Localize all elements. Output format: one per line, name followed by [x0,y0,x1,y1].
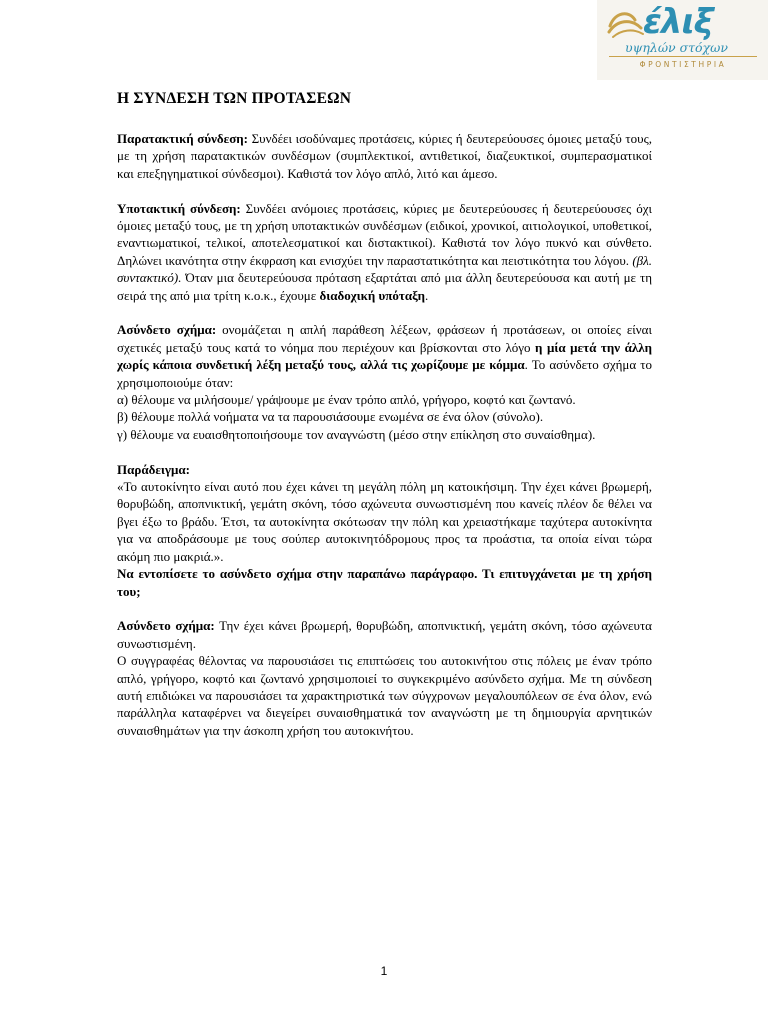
page-title: Η ΣΥΝΔΕΣΗ ΤΩΝ ΠΡΟΤΑΣΕΩΝ [117,90,352,107]
asyndeto-term: Ασύνδετο σχήμα: [117,322,217,338]
ypotaktiki-text: Συνδέει ανόμοιες προτάσεις, κύριες με δευτερεύουσες ή δευτερεύουσες όχι όμοιες μεταξύ τους, με τη χρήση υποτακτικών συνδέσμων (ειδικοί, χρονικοί, αιτιολογικοί, υποθετικοί, εναντιωματικοί, τελικοί, αποτελεσματικοί και διστακτικοί). Καθιστά τον λόγο πυκνό και σύνθετο. Δηλώνει ικανότητα στην έκφραση και ενισχύει την παραστατικότητα και πειστικότητα του λόγου. [117,200,653,268]
ypotaktiki-end: . [425,287,429,303]
example-question: Να εντοπίσετε το ασύνδετο σχήμα στην παραπάνω παράγραφο. Τι επιτυγχάνεται με τη χρήση του; [117,566,652,599]
logo-wave-icon [607,6,647,40]
page-number: 1 [380,964,388,978]
asyndeto-paragraph [117,321,652,391]
asyndeto-list-item: α) θέλουμε να μιλήσουμε/ γράψουμε με έναν τρόπο απλό, γρήγορο, κοφτό και ζωντανό. [117,392,576,408]
ypotaktiki-text-continued: Όταν μια δευτερεύουσα πρόταση εξαρτάται από μια άλλη δευτερεύουσα και αυτή με τη σειρά της από μια τρίτη κ.ο.κ., έχουμε [117,270,652,303]
ypotaktiki-bold-term: διαδοχική υπόταξη [319,287,426,303]
answer-text: Την έχει κάνει βρωμερή, θορυβώδη, αποπνικτική, γεμάτη σκόνη, τόσο αχώνευτα συνωστισμένη. [117,618,652,651]
asyndeto-text-continued: . Το ασύνδετο σχήμα το χρησιμοποιούμε όταν: [117,357,652,390]
logo-slogan: υψηλών στόχων [625,40,728,55]
logo-name: έλιξ [643,2,713,42]
ypotaktiki-term: Υποτακτική σύνδεση: [117,200,241,216]
answer-paragraph [117,617,652,652]
ypotaktiki-reference: (βλ. συντακτικό). [117,252,652,286]
logo-divider [609,56,757,57]
parataktiki-paragraph [117,130,652,182]
asyndeto-list-item: γ) θέλουμε να ευαισθητοποιήσουμε τον αναγνώστη (μέσο στην επίκληση στο συναίσθημα). [117,426,596,442]
answer-term: Ασύνδετο σχήμα: [117,618,215,634]
logo-subtitle: ΦΡΟΝΤΙΣΤΗΡΙΑ [639,60,727,69]
asyndeto-bold-definition: η μία μετά την άλλη χωρίς κάποια συνδετική λέξη μεταξύ τους, αλλά τις χωρίζουμε με κόμμα [117,339,652,373]
asyndeto-text: ονομάζεται η απλή παράθεση λέξεων, φράσεων ή προτάσεων, οι οποίες είναι σχετικές μεταξύ τους κατά το νόημα που περιέχουν και βρίσκονται στο λόγο [117,322,652,355]
logo [597,0,768,80]
parataktiki-term: Παρατακτική σύνδεση: [117,131,248,146]
answer-explanation: Ο συγγραφέας θέλοντας να παρουσιάσει τις επιπτώσεις του αυτοκινήτου στις πόλεις με έναν τρόπο απλό, γρήγορο, κοφτό και ζωντανό χρησιμοποιεί το συγκεκριμένο ασύνδετο σχήμα. Με τη σύνδεση αυτή επιδιώκει να παρουσιάσει τα χαρακτηριστικά των σύγχρονων μεγαλουπόλεων σε ένα όλον, ενώ παράλληλα καταφέρνει να διεγείρει συναισθηματικά τον αναγνώστη με τη δημιουργία αρνητικών συναισθημάτων για την άσκοπη χρήση του αυτοκινήτου. [117,653,652,738]
asyndeto-list-item: β) θέλουμε πολλά νοήματα να τα παρουσιάσουμε ενωμένα σε ένα όλον (σύνολο). [117,409,544,425]
example-heading: Παράδειγμα: [117,461,190,477]
example-quote: «Το αυτοκίνητο είναι αυτό που έχει κάνει τη μεγάλη πόλη μη κατοικήσιμη. Την έχει κάνει βρωμερή, θορυβώδη, αποπνικτική, γεμάτη σκόνη, τόσο αχώνευτα συνωστισμένη που κανείς πλέον δε θέλει να βγει έξω το βράδυ. Έτσι, τα αυτοκίνητα σκότωσαν την πόλη και χρειαστήκαμε ταχύτερα αυτοκίνητα για να αποδράσουμε με τους σούπερ αυτοκινητόδρομους προς τα προάστια, τα οποία είναι τώρα ακόμη πιο μακριά.». [117,479,652,564]
parataktiki-text: Συνδέει ισοδύναμες προτάσεις, κύριες ή δευτερεύουσες όμοιες μεταξύ τους, με τη χρήση παρατακτικών συνδέσμων (συμπλεκτικοί, αντιθετικοί, διαζευκτικοί, συμπερασματικοί και επεξηγηματικοί σύνδεσμοι). Καθιστά τον λόγο απλό, λιτό και άμεσο. [117,131,652,181]
ypotaktiki-paragraph [117,200,652,304]
document-body [117,86,652,739]
